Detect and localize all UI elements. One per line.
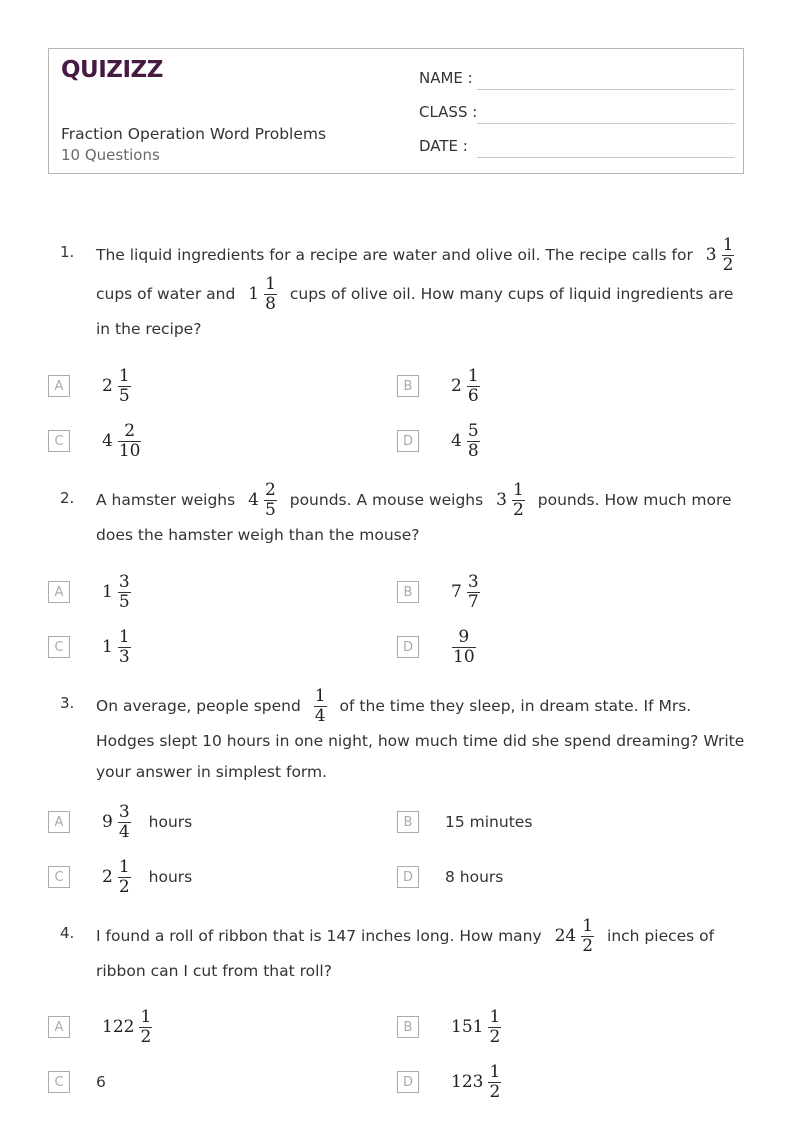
question-text-part: I found a roll of ribbon that is 147 inches long. How many [96,927,542,945]
denominator: 5 [264,500,276,520]
numerator: 1 [582,916,594,936]
option-text: 8 hours [445,868,504,886]
whole-part: 2 [451,376,462,396]
fraction [722,236,735,275]
mixed-number [496,481,525,520]
option-a-box[interactable]: A [48,1016,70,1038]
mixed-number [248,481,277,520]
whole-part: 24 [554,926,577,946]
numerator: 9 [458,626,470,647]
numerator: 1 [489,1061,501,1082]
question-text-part: pounds. How much more does the hamster weigh than the mouse? [96,491,732,544]
option-c[interactable] [102,622,131,672]
question-text [96,481,748,551]
option-b-box[interactable]: B [397,1016,419,1038]
option-d-box[interactable]: D [397,636,419,658]
mixed-number [102,367,131,406]
question-text-part: The liquid ingredients for a recipe are water and olive oil. The recipe calls for [96,246,693,264]
question-number: 1. [60,243,75,261]
fraction [264,275,277,314]
worksheet-title: Fraction Operation Word Problems [61,125,327,143]
option-a[interactable] [102,361,131,411]
mixed-number [555,917,594,956]
fraction [264,481,277,520]
question-number: 4. [60,924,75,942]
option-text: 6 [96,1073,106,1091]
option-b-box[interactable]: B [397,581,419,603]
option-a-box[interactable]: A [48,375,70,397]
question-text-part: pounds. A mouse weighs [289,491,484,509]
denominator: 4 [118,821,130,842]
mixed-number [102,858,131,897]
fraction [118,628,131,667]
mixed-number [102,573,131,612]
fraction [118,367,131,406]
numerator: 2 [124,420,136,441]
option-b[interactable] [451,567,480,617]
denominator: 7 [467,591,479,612]
whole-part: 1 [102,582,113,602]
option-d[interactable] [452,622,476,672]
option-b[interactable] [451,1002,501,1052]
denominator: 5 [118,591,130,612]
option-c-box[interactable]: C [48,866,70,888]
denominator: 10 [453,646,475,667]
date-label: DATE : [419,137,468,155]
question-count: 10 Questions [61,146,160,164]
numerator: 1 [265,274,276,294]
numerator: 1 [118,626,130,647]
class-line[interactable] [477,123,735,124]
denominator: 8 [265,294,276,314]
denominator: 2 [582,936,594,956]
whole-part: 2 [102,376,113,396]
numerator: 1 [512,480,524,500]
numerator: 1 [489,1006,501,1027]
question-text-part: cups of water and [96,285,236,303]
denominator: 10 [118,440,141,461]
numerator: 1 [467,365,479,386]
mixed-number [102,628,131,667]
question-text-part: of the time they sleep, in dream state. If Mrs. Hodges slept 10 hours in one night, how much time did she spend dreaming? Write your answer in simplest form. [96,697,745,781]
numerator: 1 [118,365,130,386]
numerator: 2 [264,480,276,500]
question-text-part: A hamster weighs [96,491,236,509]
mixed-number [451,367,480,406]
option-c[interactable] [102,852,192,902]
option-d[interactable] [451,416,480,466]
option-c-box[interactable]: C [48,430,70,452]
mixed-number [102,422,141,461]
option-unit: hours [148,813,193,831]
option-c[interactable] [102,416,141,466]
question-text [96,236,748,345]
numerator: 1 [118,856,130,877]
quizizz-logo: QUIZIZZ [61,57,163,83]
denominator: 8 [467,440,479,461]
date-field[interactable] [419,137,735,161]
whole-part: 9 [102,812,113,832]
fraction [488,1008,501,1047]
mixed-number [102,1008,152,1047]
numerator: 1 [722,235,734,255]
numerator: 1 [314,686,326,706]
question-text [96,917,748,987]
fraction [581,917,594,956]
fraction [314,687,327,726]
fraction [118,573,131,612]
option-b-box[interactable]: B [397,811,419,833]
option-a[interactable] [102,567,131,617]
numerator: 5 [467,420,479,441]
question-text [96,687,748,788]
fraction [118,858,131,897]
whole-part: 3 [496,490,507,510]
whole-part: 1 [102,637,113,657]
mixed-number [451,573,480,612]
question-text-part: cups of olive oil. How many cups of liquid ingredients are in the recipe? [96,285,734,338]
option-d-box[interactable]: D [397,1071,419,1093]
mixed-number [706,236,735,275]
whole-part: 4 [451,431,462,451]
option-b[interactable] [451,361,480,411]
denominator: 2 [722,255,734,275]
fraction [467,422,480,461]
numerator: 3 [118,801,130,822]
whole-part: 4 [102,431,113,451]
denominator: 6 [467,385,479,406]
mixed-number [102,803,131,842]
question-text-part: inch pieces of ribbon can I cut from that roll? [96,927,715,980]
option-d[interactable] [451,1057,501,1107]
whole-part: 122 [102,1017,135,1037]
fraction [467,367,480,406]
mixed-number [451,1063,501,1102]
whole-part: 3 [705,245,717,265]
question-number: 3. [60,694,75,712]
whole-part: 1 [248,284,260,304]
whole-part: 123 [451,1072,484,1092]
option-c[interactable] [96,1057,106,1107]
denominator: 2 [140,1026,152,1047]
denominator: 3 [118,646,130,667]
mixed-number [451,1008,501,1047]
option-a[interactable] [102,797,192,847]
option-b[interactable] [445,797,532,847]
question-text-part: On average, people spend [96,697,301,715]
numerator: 3 [467,571,479,592]
denominator: 4 [314,706,326,726]
option-c-box[interactable]: C [48,1071,70,1093]
fraction [488,1063,501,1102]
question-number: 2. [60,489,75,507]
option-a[interactable] [102,1002,152,1052]
mixed-number [451,422,480,461]
mixed-number [248,275,277,314]
denominator: 5 [118,385,130,406]
whole-part: 2 [102,867,113,887]
option-unit: hours [148,868,193,886]
option-c-box[interactable]: C [48,636,70,658]
class-label: CLASS : [419,103,478,121]
class-field[interactable] [419,103,735,127]
option-a-box[interactable]: A [48,811,70,833]
name-label: NAME : [419,69,473,87]
whole-part: 7 [451,582,462,602]
fraction [467,573,480,612]
option-text: 15 minutes [445,813,533,831]
option-d-box[interactable]: D [397,866,419,888]
numerator: 3 [118,571,130,592]
name-field[interactable] [419,69,735,93]
denominator: 2 [512,500,524,520]
denominator: 2 [489,1081,501,1102]
fraction [452,628,476,667]
fraction [118,422,142,461]
whole-part: 4 [248,490,259,510]
whole-part: 151 [451,1017,484,1037]
denominator: 2 [489,1026,501,1047]
numerator: 1 [140,1006,152,1027]
fraction [118,803,131,842]
option-b-box[interactable]: B [397,375,419,397]
option-a-box[interactable]: A [48,581,70,603]
fraction [139,1008,152,1047]
worksheet-header [48,48,744,174]
name-line[interactable] [477,89,735,90]
option-d[interactable] [445,852,503,902]
date-line[interactable] [477,157,735,158]
denominator: 2 [118,876,130,897]
fraction [512,481,525,520]
option-d-box[interactable]: D [397,430,419,452]
